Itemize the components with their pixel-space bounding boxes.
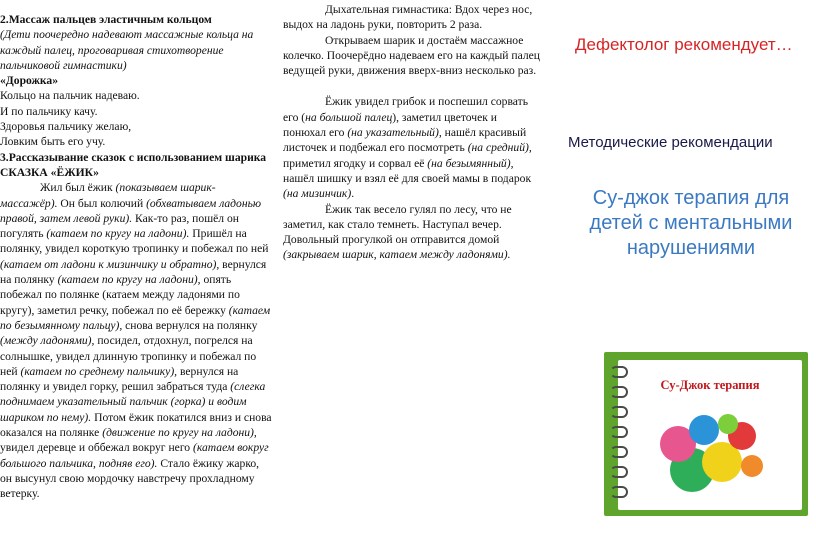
spiral-ring-icon [610, 466, 628, 478]
story-action: (на указательный), [347, 126, 442, 140]
story-text: вернулся на полянку и увидел горку, решил забраться туда [0, 364, 239, 394]
story-action: (катаем вокруг большого пальчика, подняв его). [0, 441, 269, 470]
ending-paragraph [283, 202, 541, 263]
story-text: Ёжик так весело гулял по лесу, что не заметил, как стало темнеть. Наступал вечер. Довольный прогулкой он отправится домой [283, 202, 512, 247]
story-action: (катаем по среднему пальчику), [20, 364, 178, 378]
hedgehog-paragraph [283, 94, 541, 201]
story-text: Жил был ёжик [40, 181, 116, 195]
story-text: приметил ягодку и сорвал её [283, 156, 428, 170]
brochure-title: Су-джок терапия для детей с ментальными нарушениями [589, 187, 793, 259]
story-text: Как-то раз, пошёл он погулять [0, 211, 239, 241]
spiral-ring-icon [610, 446, 628, 458]
poem-line: Кольцо на пальчик надеваю. [0, 89, 140, 103]
story-text: нашёл красивый листочек и подбежал его посмотреть [283, 126, 527, 155]
spiral-ring-icon [610, 486, 628, 498]
section-heading-tale: 3.Рассказывание сказок с использованием шарика СКАЗКА «ЁЖИК» [0, 150, 267, 179]
story-action: (на средний), [467, 141, 532, 155]
spiral-ring-icon [610, 386, 628, 398]
story-text: Потом ёжик покатился вниз и снова оказался на полянке [0, 410, 272, 440]
notebook-card [604, 352, 808, 516]
left-column [0, 12, 272, 502]
story-text: Он был колючий [57, 196, 147, 210]
story-text: ), заметил цветочек и понюхал его [283, 110, 497, 140]
poem-line: Ловким быть его учу. [0, 135, 106, 149]
story-action: (катаем по кругу на ладони). [46, 227, 190, 241]
story-text: опять побежал по полянке (катаем между ладонями по кругу), заметил речку, побежал по её бережку [0, 273, 240, 317]
story-action: на большой палец [305, 110, 393, 124]
story-text: нашёл шишку и взял её для своей мамы в подарок [283, 171, 532, 185]
ring-paragraph: Открываем шарик и достаём массажное колечко. Поочерёдно надеваем его на каждый палец ведущей руки, движения вверх-вниз несколько раз. [283, 33, 540, 78]
story-text: снова вернулся на полянку [122, 318, 258, 332]
story-action: (обхватываем ладонью правой, затем левой руки). [0, 196, 262, 225]
story-action: (катаем по безымянному пальцу), [0, 303, 271, 332]
story-text: Стало ёжику жарко, он высунул свою мордочку навстречу прохладному ветерку. [0, 456, 260, 501]
story-action: (между ладонями), [0, 334, 95, 348]
poem-title: «Дорожка» [0, 74, 59, 88]
story-text: . [351, 187, 355, 201]
story-action: (катаем от ладони к мизинчику и обратно), [0, 257, 220, 271]
story-action: (на безымянный), [427, 156, 514, 170]
story-text: посидел, отдохнул, погрелся на солнышке, увидел длинную тропинку и побежал по ней [0, 334, 257, 378]
story-action: (на мизинчик) [283, 187, 352, 201]
massage-note: (Дети поочередно надевают массажные кольца на каждый палец, проговаривая стихотворение пальчиковой гимнастики) [0, 28, 254, 72]
story-action: (показываем шарик-массажёр). [0, 181, 216, 210]
story-text: Ёжик увидел грибок и поспешил сорвать его ( [283, 95, 528, 124]
story-action: (закрываем шарик, катаем между ладонями). [283, 248, 511, 262]
spiral-ring-icon [610, 406, 628, 418]
story-paragraph [0, 180, 272, 501]
method-heading: Методические рекомендации [568, 134, 773, 151]
spiral-ring-icon [610, 366, 628, 378]
story-text: увидел деревце и оббежал вокруг него [0, 441, 193, 455]
story-action: (движение по кругу на ладони), [102, 426, 257, 440]
middle-column [283, 2, 541, 263]
recommends-heading: Дефектолог рекомендует… [575, 35, 793, 54]
story-action: (катаем по кругу на ладони), [57, 273, 201, 287]
spiral-ring-icon [610, 426, 628, 438]
story-action: (слегка поднимаем указательный пальчик (горка) и водим шариком по нему). [0, 380, 266, 424]
card-page [618, 360, 802, 510]
card-title: Су-Джок терапия [660, 378, 760, 392]
poem-line: И по пальчику качу. [0, 104, 98, 118]
section-heading-massage: 2.Массаж пальцев эластичным кольцом [0, 13, 212, 26]
poem-line: Здоровья пальчику желаю, [0, 120, 132, 134]
breathing-paragraph: Дыхательная гимнастика: Вдох через нос, выдох на ладонь руки, повторить 2 раза. [283, 3, 533, 32]
story-text: Пришёл на полянку, увидел короткую тропинку и побежал по ней [0, 227, 269, 256]
massage-balls-image [648, 404, 768, 494]
story-text: вернулся на полянку [0, 257, 267, 287]
